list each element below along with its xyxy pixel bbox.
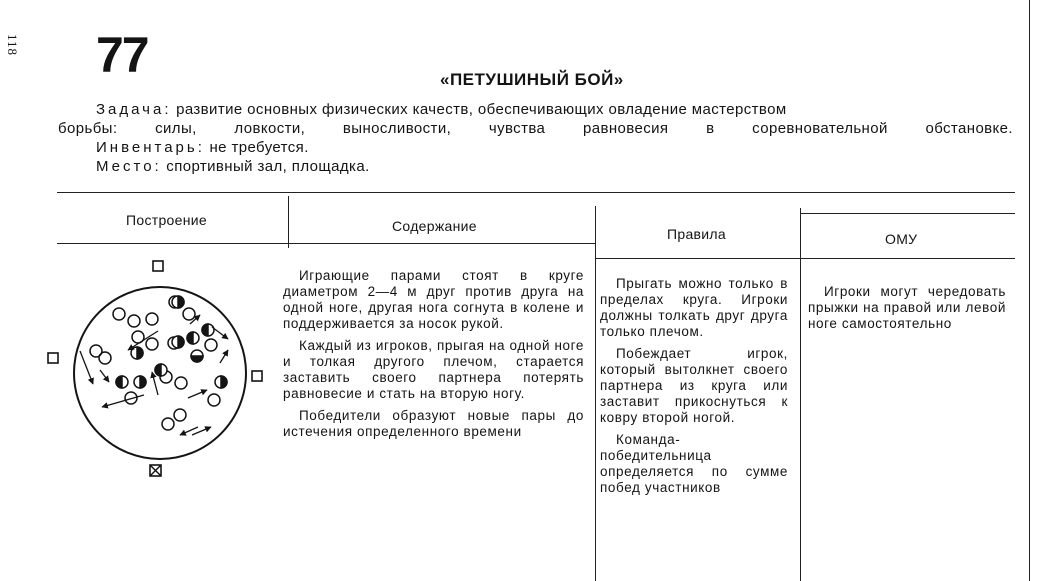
omu-top-rule bbox=[800, 213, 1015, 214]
judge-marker-left bbox=[48, 353, 58, 363]
formation-diagram bbox=[40, 252, 280, 487]
task-line bbox=[58, 100, 1013, 119]
content-cell bbox=[283, 268, 584, 446]
judge-marker-right bbox=[252, 371, 262, 381]
page-number: 118 bbox=[5, 34, 20, 57]
omu-cell bbox=[808, 284, 1006, 338]
header-bottom-rule-left bbox=[57, 243, 595, 244]
header-rules: Правила bbox=[667, 226, 726, 242]
intro-block bbox=[58, 100, 1013, 176]
column-divider-2 bbox=[595, 206, 596, 581]
place-value: спортивный зал, площадка. bbox=[166, 158, 370, 175]
header-content: Содержание bbox=[392, 218, 477, 234]
table-top-rule bbox=[57, 192, 1015, 193]
header-formation: Построение bbox=[126, 212, 207, 228]
task-text: развитие основных физических качеств, обеспечивающих овладение мастерством bbox=[176, 101, 787, 118]
task-label: Задача: bbox=[96, 101, 172, 118]
task-continuation: борьбы: силы, ловкости, выносливости, чувства равновесия в соревновательной обстановке. bbox=[58, 120, 1013, 137]
rules-paragraph-1: Прыгать можно только в пределах круга. Игроки должны толкать друг друга только плечом. bbox=[600, 276, 788, 339]
omu-paragraph-1: Игроки могут чередовать прыжки на правой или левой ноге самостоятельно bbox=[808, 284, 1006, 331]
judge-marker-top bbox=[153, 261, 163, 271]
column-divider-1 bbox=[288, 196, 289, 248]
right-edge-rule bbox=[1029, 0, 1030, 581]
inventory-value: не требуется. bbox=[209, 139, 309, 156]
game-number: 77 bbox=[96, 27, 148, 83]
content-paragraph-2: Каждый из игроков, прыгая на одной ноге и толкая другого плечом, старается заставить своего партнера потерять равновесие и стать на вторую ногу. bbox=[283, 338, 584, 401]
rules-paragraph-2: Побеждает игрок, который вытолкнет своего партнера из круга или заставит прикоснуться к ковру второй ногой. bbox=[600, 346, 788, 425]
place-line bbox=[58, 157, 1013, 176]
header-omu: ОМУ bbox=[885, 231, 918, 247]
content-paragraph-3: Победители образуют новые пары до истечения определенного времени bbox=[283, 408, 584, 439]
header-bottom-rule-right bbox=[595, 258, 1015, 259]
player-pairs bbox=[90, 296, 220, 430]
inventory-label: Инвентарь: bbox=[96, 139, 205, 156]
content-paragraph-1: Играющие парами стоят в круге диаметром 2—4 м друг против друга на одной ноге, другая нога согнута в колене и поддерживается за носок рукой. bbox=[283, 268, 584, 331]
column-divider-3 bbox=[800, 208, 801, 581]
inventory-line bbox=[58, 138, 1013, 157]
game-title: «ПЕТУШИНЫЙ БОЙ» bbox=[440, 70, 624, 89]
rules-paragraph-3: Команда-победительница определяется по сумме побед участников bbox=[600, 432, 788, 495]
rules-cell bbox=[600, 276, 788, 502]
referee-marker bbox=[150, 465, 161, 476]
place-label: Место: bbox=[96, 158, 162, 175]
